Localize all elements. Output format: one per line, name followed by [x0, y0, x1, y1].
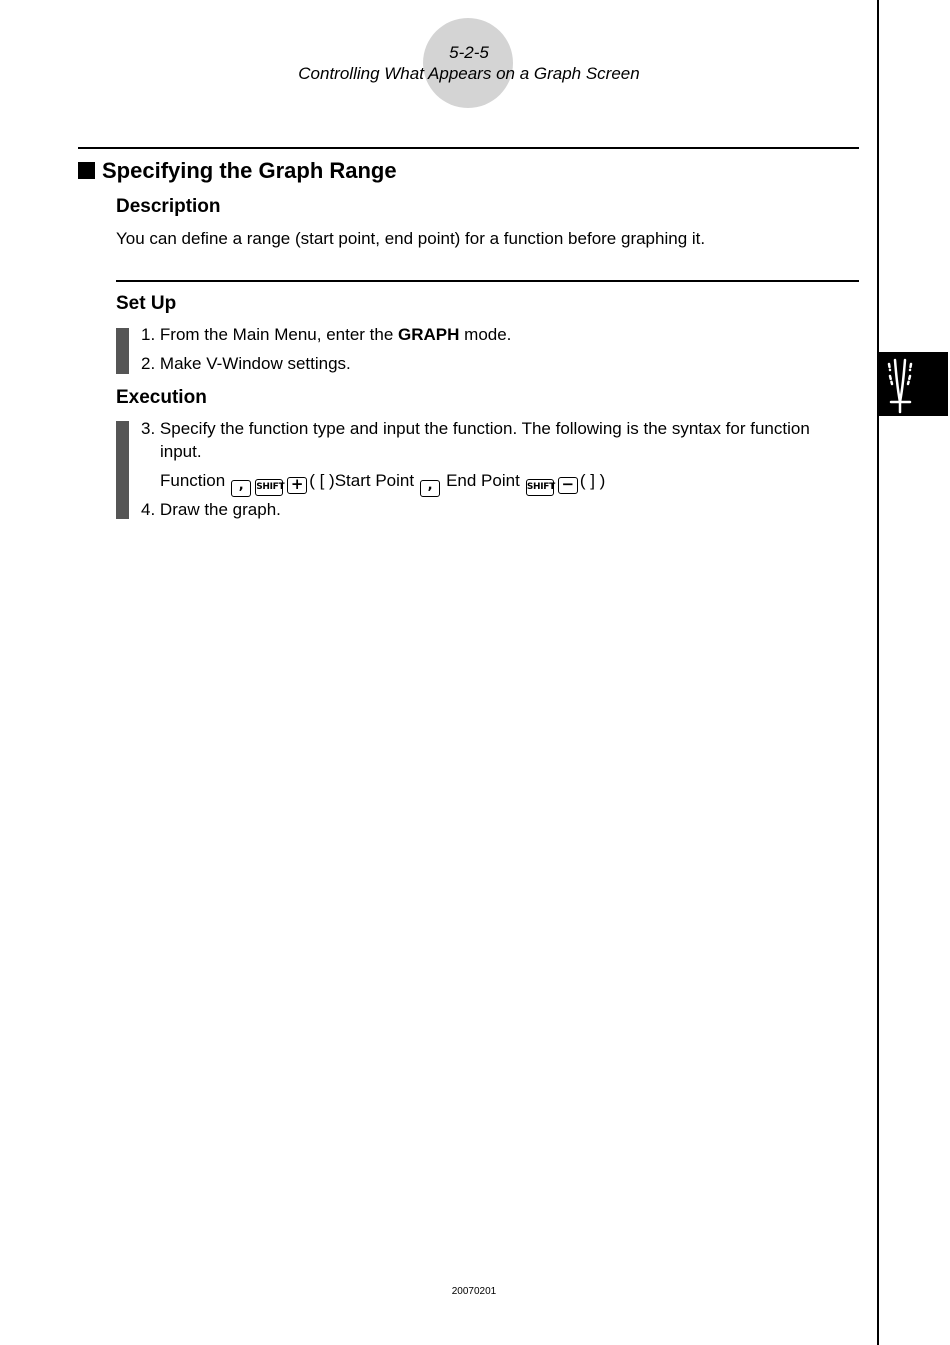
setup-step-2 — [141, 352, 351, 375]
chapter-tab — [879, 352, 948, 416]
description-bottom-rule — [116, 280, 859, 282]
step-text-end: mode. — [459, 325, 512, 344]
comma-key-icon: , — [420, 480, 440, 497]
step-text: From the Main Menu, enter the — [159, 325, 399, 344]
syntax-function-label: Function — [160, 471, 226, 490]
step-number: 3. — [141, 419, 156, 438]
right-margin-rule — [877, 0, 879, 1345]
comma-key-icon: , — [231, 480, 251, 497]
square-bullet-icon — [78, 162, 95, 179]
shift-key-icon: SHIFT — [255, 479, 283, 496]
setup-step-1 — [141, 323, 511, 346]
setup-heading: Set Up — [116, 293, 177, 314]
plus-key-icon: + — [287, 477, 307, 494]
step-text: Draw the graph. — [159, 500, 281, 519]
graph-mode-icon — [879, 352, 948, 416]
step-text: Make V-Window settings. — [159, 354, 351, 373]
step-text: Specify the function type and input the function. The following is the syntax for function — [159, 419, 810, 438]
execution-step-3 — [141, 417, 810, 440]
description-heading: Description — [116, 196, 221, 217]
description-text: You can define a range (start point, end point) for a function before graphing it. — [116, 229, 706, 248]
execution-side-bar — [116, 421, 129, 519]
page-number: 5-2-5 — [449, 43, 489, 62]
syntax-start-point: Start Point — [334, 471, 415, 490]
execution-step-4 — [141, 498, 281, 521]
step-number: 2. — [141, 354, 156, 373]
page-title: Controlling What Appears on a Graph Screen — [298, 64, 640, 83]
section-top-rule — [78, 147, 859, 149]
section-heading-text: Specifying the Graph Range — [102, 158, 397, 183]
footer-code: 20070201 — [451, 1286, 497, 1297]
shift-key-icon: SHIFT — [526, 479, 554, 496]
step-number: 1. — [141, 325, 156, 344]
step-number: 4. — [141, 500, 156, 519]
execution-step-3-continued: input. — [160, 442, 202, 461]
minus-key-icon: − — [558, 477, 578, 494]
header-page-circle — [423, 18, 513, 108]
syntax-close-bracket: ( ] ) — [579, 471, 606, 490]
section-heading — [78, 158, 397, 184]
execution-heading: Execution — [116, 387, 207, 408]
setup-side-bar — [116, 328, 129, 374]
function-syntax — [160, 469, 605, 497]
graph-mode-label: GRAPH — [398, 325, 460, 344]
syntax-end-point: End Point — [446, 471, 520, 490]
syntax-open-bracket: ( [ ) — [309, 471, 335, 490]
